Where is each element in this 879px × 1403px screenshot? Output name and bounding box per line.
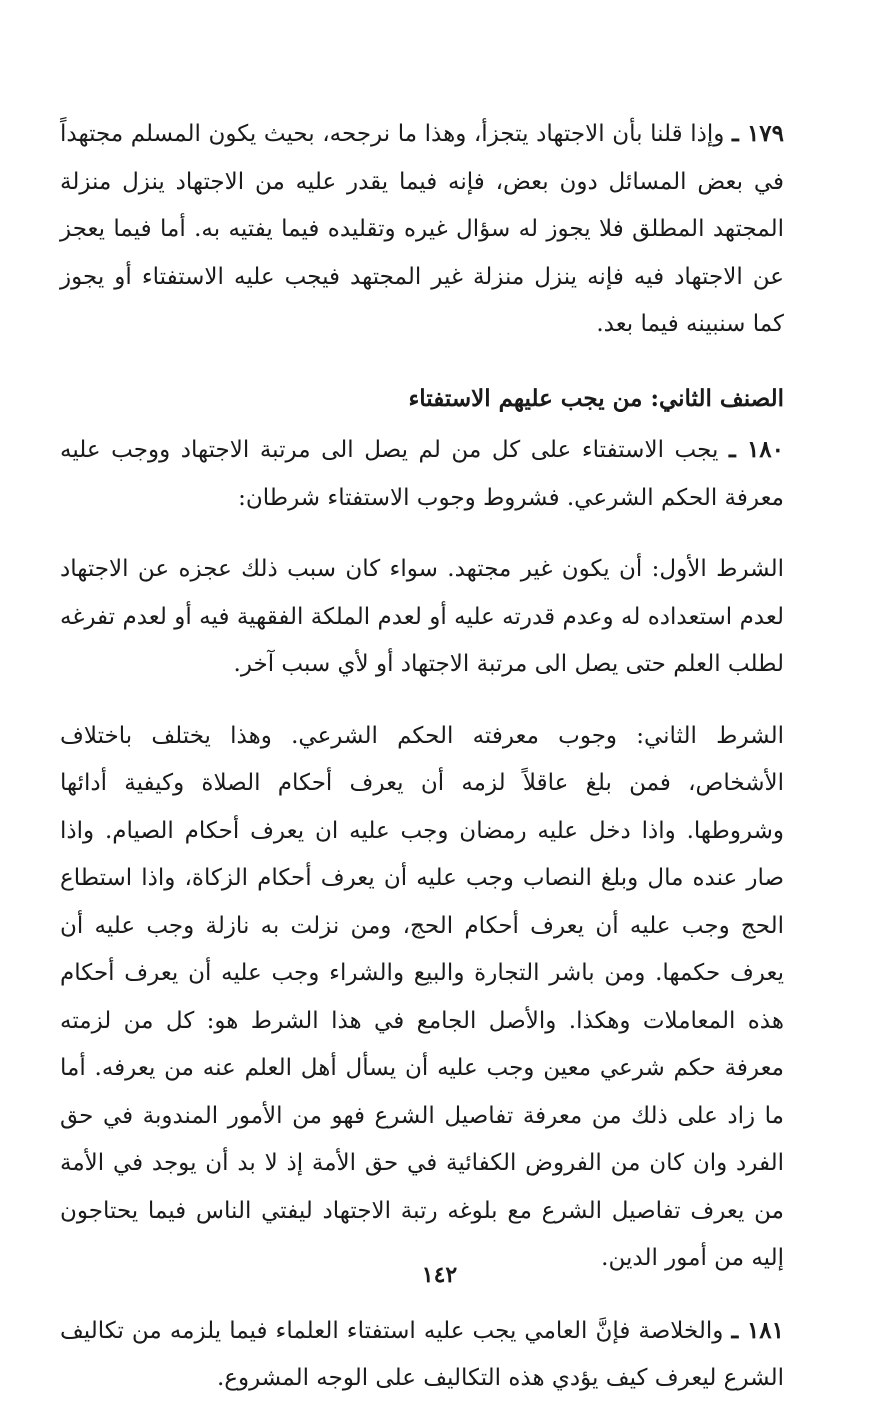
condition-two-paragraph: الشرط الثاني: وجوب معرفته الحكم الشرعي. وهذا يختلف باختلاف الأشخاص، فمن بلغ عاقلاً لزمه أن يعرف أحكام الصلاة وكيفية أدائها وشروطها. واذا دخل عليه رمضان وجب عليه ان يعرف أحكام الصيام. واذا صار عنده مال وبلغ النصاب وجب عليه أن يعرف أحكام الزكاة، واذا استطاع الحج وجب عليه أن يعرف أحكام الحج، ومن نزلت به نازلة وجب عليه أن يعرف حكمها. ومن باشر التجارة والبيع والشراء وجب عليه أن يعرف أحكام هذه المعاملات وهكذا. والأصل الجامع في هذا الشرط هو: كل من لزمته معرفة حكم شرعي معين وجب عليه أن يسأل أهل العلم عنه من يعرفه. أما ما زاد على ذلك من معرفة تفاصيل الشرع فهو من الأمور المندوبة في حق الفرد وان كان من الفروض الكفائية في حق الأمة إذ لا بد أن يوجد في الأمة من يعرف تفاصيل الشرع مع بلوغه رتبة الاجتهاد ليفتي الناس فيما يحتاجون إليه من أمور الدين. [60, 722, 784, 1271]
paragraph-text: يجب الاستفتاء على كل من لم يصل الى مرتبة الاجتهاد ووجب عليه معرفة الحكم الشرعي. فشروط وجوب الاستفتاء شرطان: [60, 437, 784, 511]
page-number: ١٤٢ [421, 1262, 458, 1288]
paragraph-number: ١٨٠ ـ [728, 436, 785, 463]
paragraph-number: ١٧٩ ـ [731, 120, 785, 147]
paragraph-number: ١٨١ ـ [731, 1316, 784, 1344]
paragraph-180 [60, 426, 784, 522]
paragraph-text: والخلاصة فإنَّ العامي يجب عليه استفتاء العلماء فيما يلزمه من تكاليف الشرع ليعرف كيف يؤدي هذه التكاليف على الوجه المشروع. [60, 1317, 784, 1391]
paragraph-181 [60, 1307, 784, 1403]
paragraph-text: وإذا قلنا بأن الاجتهاد يتجزأ، وهذا ما نرجحه، بحيث يكون المسلم مجتهداً في بعض المسائل دون بعض، فإنه فيما يقدر عليه من الاجتهاد ينزل منزلة المجتهد المطلق فلا يجوز له سؤال غيره وتقليده فيما يفتيه به. أما فيما يعجز عن الاجتهاد فيه فإنه ينزل منزلة غير المجتهد فيجب عليه الاستفتاء أو يجوز كما سنبينه فيما بعد. [60, 121, 784, 337]
section-heading: الصنف الثاني: من يجب عليهم الاستفتاء [408, 384, 784, 412]
paragraph-179 [60, 110, 784, 349]
condition-one-paragraph: الشرط الأول: أن يكون غير مجتهد. سواء كان سبب ذلك عجزه عن الاجتهاد لعدم استعداده له وعدم قدرته عليه أو لعدم الملكة الفقهية فيه أو لعدم تفرغه لطلب العلم حتى يصل الى مرتبة الاجتهاد أو لأي سبب آخر. [60, 556, 784, 677]
